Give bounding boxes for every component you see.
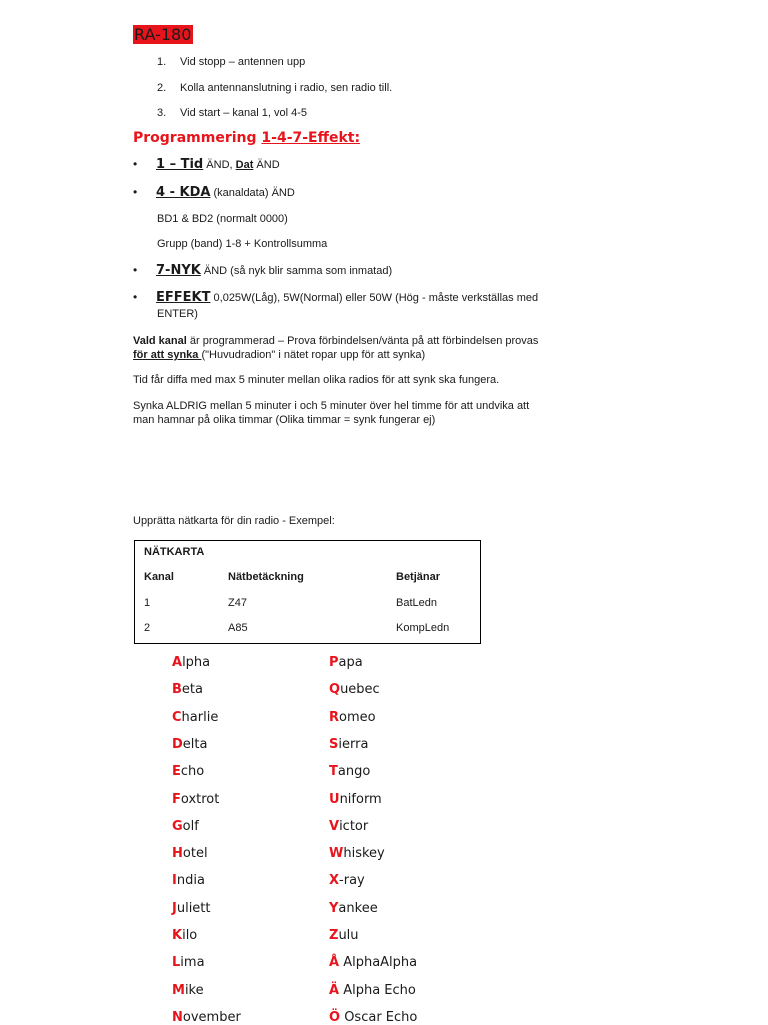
- bullet-key: 4 - KDA: [156, 185, 211, 200]
- phonetic-word-rest: Alpha Echo: [339, 982, 416, 998]
- bullet-text: ÄND (så nyk blir samma som inmatad): [200, 265, 393, 277]
- phonetic-word: [329, 710, 376, 725]
- phonetic-word-rest: ango: [337, 764, 371, 780]
- bullet-key-secondary: Dat: [235, 159, 254, 171]
- phonetic-initial-letter: J: [172, 900, 177, 916]
- phonetic-word: [329, 873, 365, 888]
- bullet-key: 1 – Tid: [156, 157, 204, 172]
- phonetic-word: [172, 710, 218, 725]
- table-cell: BatLedn: [396, 597, 437, 609]
- phonetic-word: [172, 901, 211, 916]
- phonetic-word: [172, 928, 197, 943]
- phonetic-initial-letter: E: [172, 764, 181, 780]
- paragraph-synka-line1: Synka ALDRIG mellan 5 minuter i och 5 minuter över hel timme för att undvika att: [133, 400, 530, 412]
- bullet-key: 7-NYK: [156, 263, 201, 278]
- phonetic-word-rest: ankee: [338, 900, 378, 916]
- phonetic-initial-letter: D: [172, 736, 183, 752]
- phonetic-initial-letter: Å: [329, 955, 340, 971]
- step-number: 2.: [157, 82, 167, 94]
- phonetic-initial-letter: Ö: [329, 1009, 341, 1025]
- phonetic-initial-letter: G: [172, 818, 183, 834]
- phonetic-word-rest: eta: [181, 682, 203, 698]
- bullet-dot-icon: •: [133, 157, 138, 171]
- kda-sub-line: Grupp (band) 1-8 + Kontrollsumma: [157, 238, 328, 250]
- phonetic-word: [172, 682, 203, 697]
- phonetic-word-rest: elta: [182, 736, 208, 752]
- phonetic-word: [329, 901, 378, 916]
- step-text: Kolla antennanslutning i radio, sen radio till.: [180, 82, 393, 94]
- phonetic-initial-letter: U: [329, 791, 340, 807]
- programming-heading: [133, 130, 360, 146]
- kda-sub-line: BD1 & BD2 (normalt 0000): [157, 213, 288, 225]
- phonetic-word: [172, 819, 199, 834]
- paragraph-natkarta-intro: Upprätta nätkarta för din radio - Exempel:: [133, 515, 335, 527]
- heading-prefix: Programmering: [133, 130, 262, 146]
- phonetic-initial-letter: S: [329, 736, 339, 752]
- bullet-dot-icon: •: [133, 185, 138, 199]
- phonetic-initial-letter: T: [329, 764, 338, 780]
- phonetic-word: [329, 819, 368, 834]
- phonetic-word-rest: apa: [338, 655, 363, 670]
- phonetic-word-rest: Oscar Echo: [340, 1009, 418, 1025]
- phonetic-word: [172, 655, 210, 670]
- phonetic-initial-letter: X: [329, 873, 340, 889]
- phonetic-initial-letter: C: [172, 709, 182, 725]
- step-number: 1.: [157, 56, 167, 68]
- table-header-natbetackning: Nätbetäckning: [228, 571, 304, 583]
- phonetic-word-rest: ulu: [338, 928, 359, 943]
- phonetic-initial-letter: N: [172, 1009, 183, 1025]
- step-number: 3.: [157, 107, 167, 119]
- paragraph-bold: Vald kanal: [133, 335, 187, 347]
- phonetic-word: [172, 737, 207, 752]
- bullet-dot-icon: •: [133, 263, 138, 277]
- bullet-item: [133, 290, 538, 305]
- phonetic-initial-letter: V: [329, 818, 340, 834]
- phonetic-initial-letter: Z: [329, 928, 339, 943]
- paragraph-text: är programmerad – Prova förbindelsen/vänta på att förbindelsen provas: [186, 335, 539, 347]
- table-cell: 2: [144, 622, 151, 634]
- phonetic-initial-letter: P: [329, 655, 339, 670]
- phonetic-word: [172, 846, 208, 861]
- phonetic-initial-letter: B: [172, 682, 182, 698]
- bullet-text: ÄND: [253, 159, 280, 171]
- phonetic-word: [172, 983, 204, 998]
- table-cell: 1: [144, 597, 151, 609]
- phonetic-word-rest: ike: [184, 982, 204, 998]
- phonetic-initial-letter: Ä: [329, 982, 340, 998]
- phonetic-word: [329, 955, 417, 970]
- bullet-item: [133, 157, 280, 172]
- phonetic-word-rest: ictor: [339, 818, 369, 834]
- bullet-text: 0,025W(Låg), 5W(Normal) eller 50W (Hög - måste verkställas med: [210, 292, 539, 304]
- phonetic-initial-letter: L: [172, 955, 181, 971]
- phonetic-initial-letter: H: [172, 846, 183, 862]
- bullet-text: (kanaldata) ÄND: [210, 187, 295, 199]
- phonetic-initial-letter: Y: [329, 900, 339, 916]
- phonetic-word: [329, 737, 368, 752]
- step-text: Vid start – kanal 1, vol 4-5: [180, 107, 307, 119]
- phonetic-word: [172, 792, 219, 807]
- heading-underlined: 1-4-7-Effekt:: [261, 130, 361, 146]
- phonetic-word-rest: AlphaAlpha: [339, 955, 418, 971]
- phonetic-word-rest: omeo: [339, 709, 376, 725]
- step-item: [157, 107, 307, 119]
- phonetic-word: [329, 764, 370, 779]
- step-item: [157, 82, 392, 94]
- phonetic-word: [329, 792, 382, 807]
- phonetic-word-rest: ima: [180, 955, 205, 971]
- phonetic-word: [172, 1010, 241, 1025]
- phonetic-word-rest: olf: [182, 818, 199, 834]
- phonetic-word: [172, 764, 204, 779]
- paragraph-text: ("Huvudradion" i nätet ropar upp för att synka): [201, 349, 426, 361]
- table-cell: Z47: [228, 597, 247, 609]
- phonetic-initial-letter: A: [172, 655, 183, 670]
- step-text: Vid stopp – antennen upp: [180, 56, 306, 68]
- bullet-text: ÄND,: [203, 159, 236, 171]
- phonetic-word: [172, 955, 205, 970]
- phonetic-initial-letter: W: [329, 846, 344, 862]
- phonetic-word-rest: hiskey: [343, 846, 385, 862]
- phonetic-initial-letter: I: [172, 873, 177, 889]
- phonetic-word-rest: -ray: [339, 873, 365, 889]
- phonetic-word: [329, 983, 416, 998]
- table-cell: KompLedn: [396, 622, 450, 634]
- phonetic-initial-letter: R: [329, 709, 340, 725]
- phonetic-word-rest: oxtrot: [180, 791, 220, 807]
- table-header-kanal: Kanal: [144, 571, 174, 583]
- phonetic-word: [329, 682, 380, 697]
- phonetic-word-rest: cho: [180, 764, 205, 780]
- phonetic-initial-letter: Q: [329, 682, 341, 698]
- paragraph-synka-line2: man hamnar på olika timmar (Olika timmar = synk fungerar ej): [133, 414, 436, 426]
- paragraph-bold-underlined: för att synka: [133, 349, 202, 361]
- paragraph-tid: Tid får diffa med max 5 minuter mellan olika radios för att synk ska fungera.: [133, 374, 500, 386]
- bullet-item: [133, 263, 392, 278]
- phonetic-initial-letter: F: [172, 791, 181, 807]
- phonetic-word: [172, 873, 205, 888]
- phonetic-word-rest: harlie: [181, 709, 219, 725]
- phonetic-word-rest: ovember: [182, 1009, 241, 1025]
- phonetic-word-rest: otel: [182, 846, 208, 862]
- phonetic-initial-letter: M: [172, 982, 185, 998]
- paragraph-vald-kanal-line2: [133, 348, 425, 362]
- phonetic-word-rest: uebec: [340, 682, 380, 698]
- phonetic-word-rest: ilo: [182, 928, 198, 943]
- step-item: [157, 56, 305, 68]
- phonetic-word-rest: lpha: [182, 655, 211, 670]
- phonetic-word-rest: ierra: [338, 736, 369, 752]
- phonetic-word-rest: niform: [339, 791, 382, 807]
- table-header-betjanar: Betjänar: [396, 571, 441, 583]
- bullet-item: [133, 185, 295, 200]
- phonetic-word: [329, 655, 363, 670]
- paragraph-vald-kanal: [133, 334, 538, 348]
- bullet-continuation: ENTER): [157, 308, 198, 320]
- table-title: NÄTKARTA: [144, 546, 205, 558]
- natkarta-table: [134, 540, 481, 644]
- phonetic-word-rest: ndia: [176, 873, 205, 889]
- bullet-dot-icon: •: [133, 290, 138, 304]
- phonetic-word: [329, 1010, 417, 1025]
- phonetic-word-rest: uliett: [176, 900, 211, 916]
- phonetic-word: [329, 846, 385, 861]
- phonetic-word: [329, 928, 359, 943]
- phonetic-initial-letter: K: [172, 928, 183, 943]
- table-cell: A85: [228, 622, 248, 634]
- document-title: RA-180: [134, 25, 192, 44]
- bullet-key: EFFEKT: [156, 290, 211, 305]
